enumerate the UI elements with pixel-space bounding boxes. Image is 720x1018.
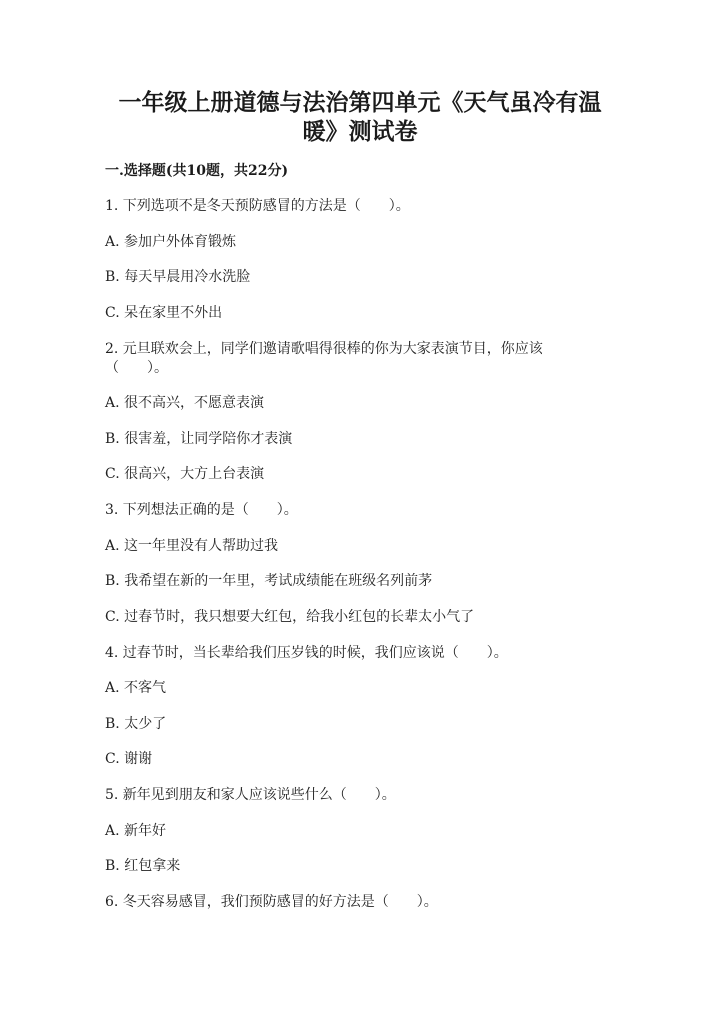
page-title-line-2: 暖》测试卷 bbox=[302, 118, 418, 145]
question-5-option-a: A. 新年好 bbox=[105, 823, 167, 839]
question-2-stem-continuation: （ ）。 bbox=[105, 360, 168, 376]
question-2-option-c: C. 很高兴，大方上台表演 bbox=[105, 466, 265, 482]
question-4-stem: 4. 过春节时，当长辈给我们压岁钱的时候，我们应该说（ ）。 bbox=[105, 645, 508, 661]
question-1-stem: 1. 下列选项不是冬天预防感冒的方法是（ ）。 bbox=[105, 198, 410, 214]
question-2-stem: 2. 元旦联欢会上，同学们邀请歌唱得很棒的你为大家表演节目，你应该 bbox=[105, 341, 543, 357]
question-3-option-c: C. 过春节时，我只想要大红包，给我小红包的长辈太小气了 bbox=[105, 609, 475, 625]
question-6-stem: 6. 冬天容易感冒，我们预防感冒的好方法是（ ）。 bbox=[105, 894, 438, 910]
question-2-option-a: A. 很不高兴，不愿意表演 bbox=[105, 395, 265, 411]
question-5-stem: 5. 新年见到朋友和家人应该说些什么（ ）。 bbox=[105, 787, 396, 803]
question-1-option-a: A. 参加户外体育锻炼 bbox=[105, 234, 237, 250]
question-1-option-b: B. 每天早晨用冷水洗脸 bbox=[105, 269, 251, 285]
question-4-option-c: C. 谢谢 bbox=[105, 751, 153, 767]
question-3-option-b: B. 我希望在新的一年里，考试成绩能在班级名列前茅 bbox=[105, 573, 433, 589]
question-4-option-b: B. 太少了 bbox=[105, 716, 167, 732]
question-4-option-a: A. 不客气 bbox=[105, 680, 167, 696]
question-3-stem: 3. 下列想法正确的是（ ）。 bbox=[105, 502, 298, 518]
question-5-option-b: B. 红包拿来 bbox=[105, 858, 181, 874]
question-1-option-c: C. 呆在家里不外出 bbox=[105, 305, 223, 321]
question-3-option-a: A. 这一年里没有人帮助过我 bbox=[105, 538, 279, 554]
section-heading: 一.选择题(共10题，共22分) bbox=[105, 163, 289, 179]
page-title-line-1: 一年级上册道德与法治第四单元《天气虽冷有温 bbox=[118, 89, 602, 116]
question-2-option-b: B. 很害羞，让同学陪你才表演 bbox=[105, 431, 293, 447]
